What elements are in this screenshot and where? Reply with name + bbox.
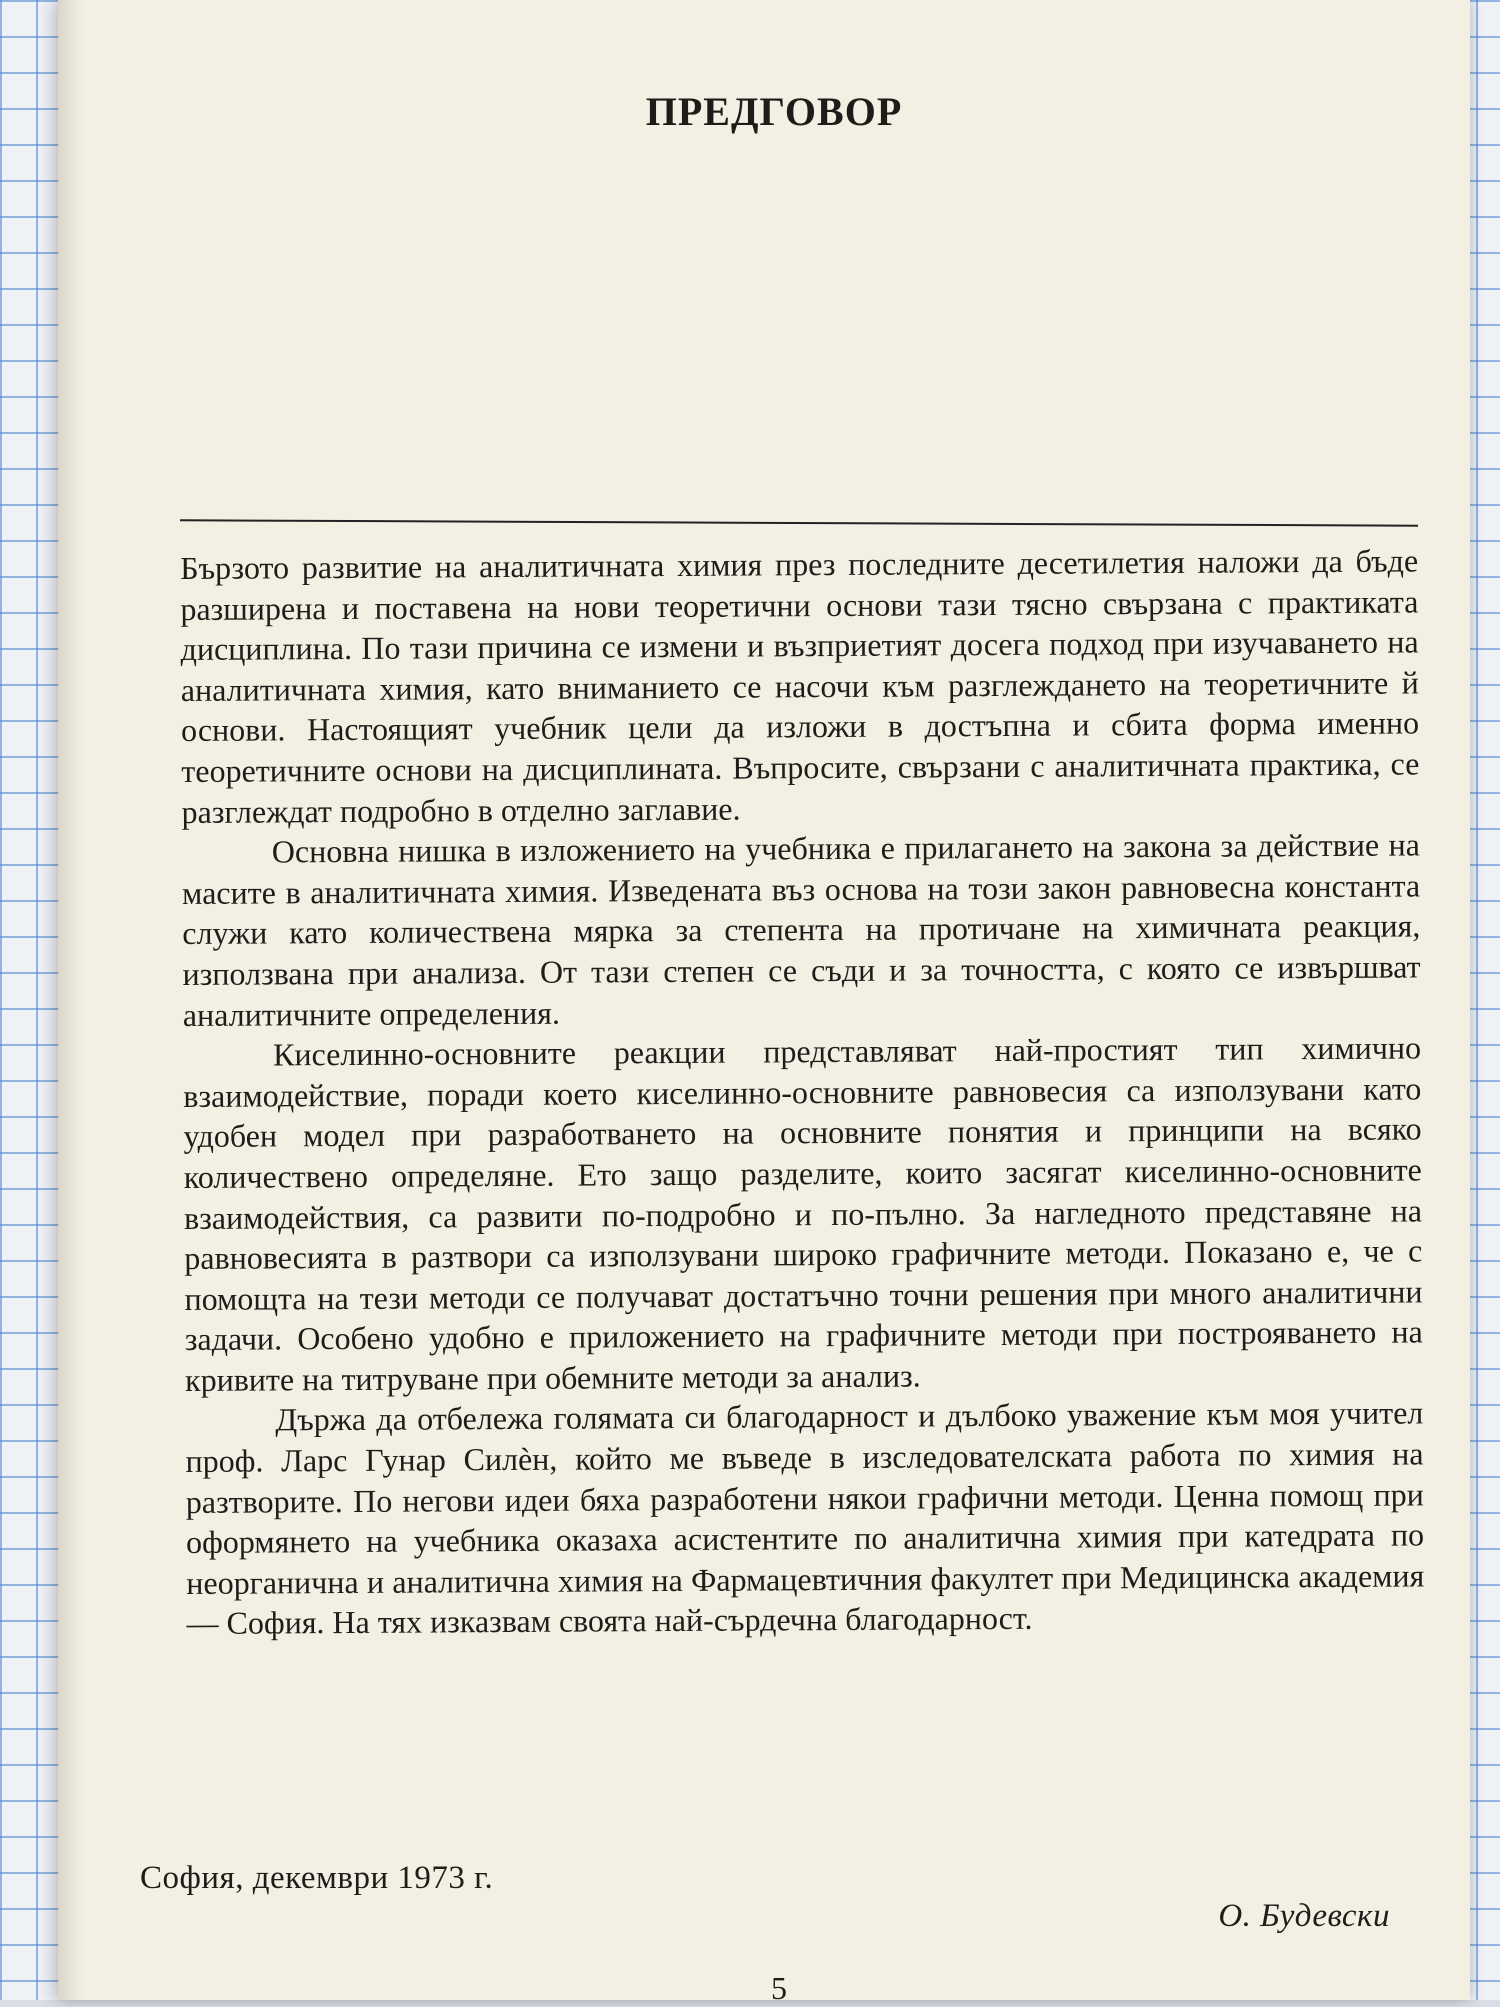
author-signature: О. Будевски (1218, 1898, 1390, 1934)
page-number: 5 (771, 1970, 787, 2006)
paragraph-4: Държа да отбележа голямата си благодарност и дълбоко уважение към моя учител проф. Ларс Гунар Силѐн, който ме въведе в изследователската работа по химия на разтворите. По негови идеи бяха разработени някои графични методи. Ценна помощ при оформянето на учебника оказаха асистентите по аналитична химия при катедрата по неорганична и аналитична химия на Фармацевтичния факултет при Медицинска академия — София. На тях изказвам своята най-сърдечна благодарност. (185, 1394, 1425, 1642)
preface-body (180, 540, 1425, 1644)
page-fold-shadow (58, 0, 84, 2000)
paragraph-2: Основна нишка в изложението на учебника е прилагането на закона за действие на масите в аналитичната химия. Изведената въз основа на този закон равновесна константа служи като количествена мярка за степента на протичане на химичната реакция, използвана при анализа. От тази степен се съди и за точността, с която се извършват аналитичните определения. (181, 826, 1421, 1033)
page-title: ПРЕДГОВОР (645, 89, 903, 134)
place-date: София, декември 1973 г. (140, 1860, 494, 1896)
horizontal-rule (180, 519, 1418, 526)
paragraph-3: Киселинно-основните реакции представляват най-простият тип химично взаимодействие, поради което киселинно-основните равновесия са използувани като удобен модел при разработването на основните понятия и принципи на всяко количествено определяне. Ето защо разделите, които засягат киселинно-основните взаимодействия, са развити по-подробно и по-пълно. За нагледното представяне на равновесията в разтвори са използувани широко графичните методи. Показано е, че с помощта на тези методи се получават достатъчно точни решения при много аналитични задачи. Особено удобно е приложението на графичните методи при построяването на кривите на титруване при обемните методи за анализ. (183, 1029, 1423, 1398)
paragraph-1: Бързото развитие на аналитичната химия през последните десетилетия наложи да бъде разширена и поставена на нови теоретични основи тази тясно свързана с практиката дисциплина. По тази причина се измени и възприетият досега подход при изучаването на аналитичната химия, като вниманието се насочи към разглеждането на теоретичните й основи. Настоящият учебник цели да изложи в достъпна и сбита форма именно теоретичните основи на дисциплината. Въпросите, свързани с аналитичната практика, се разглеждат подробно в отделно заглавие. (180, 542, 1420, 830)
book-page (58, 0, 1470, 2006)
